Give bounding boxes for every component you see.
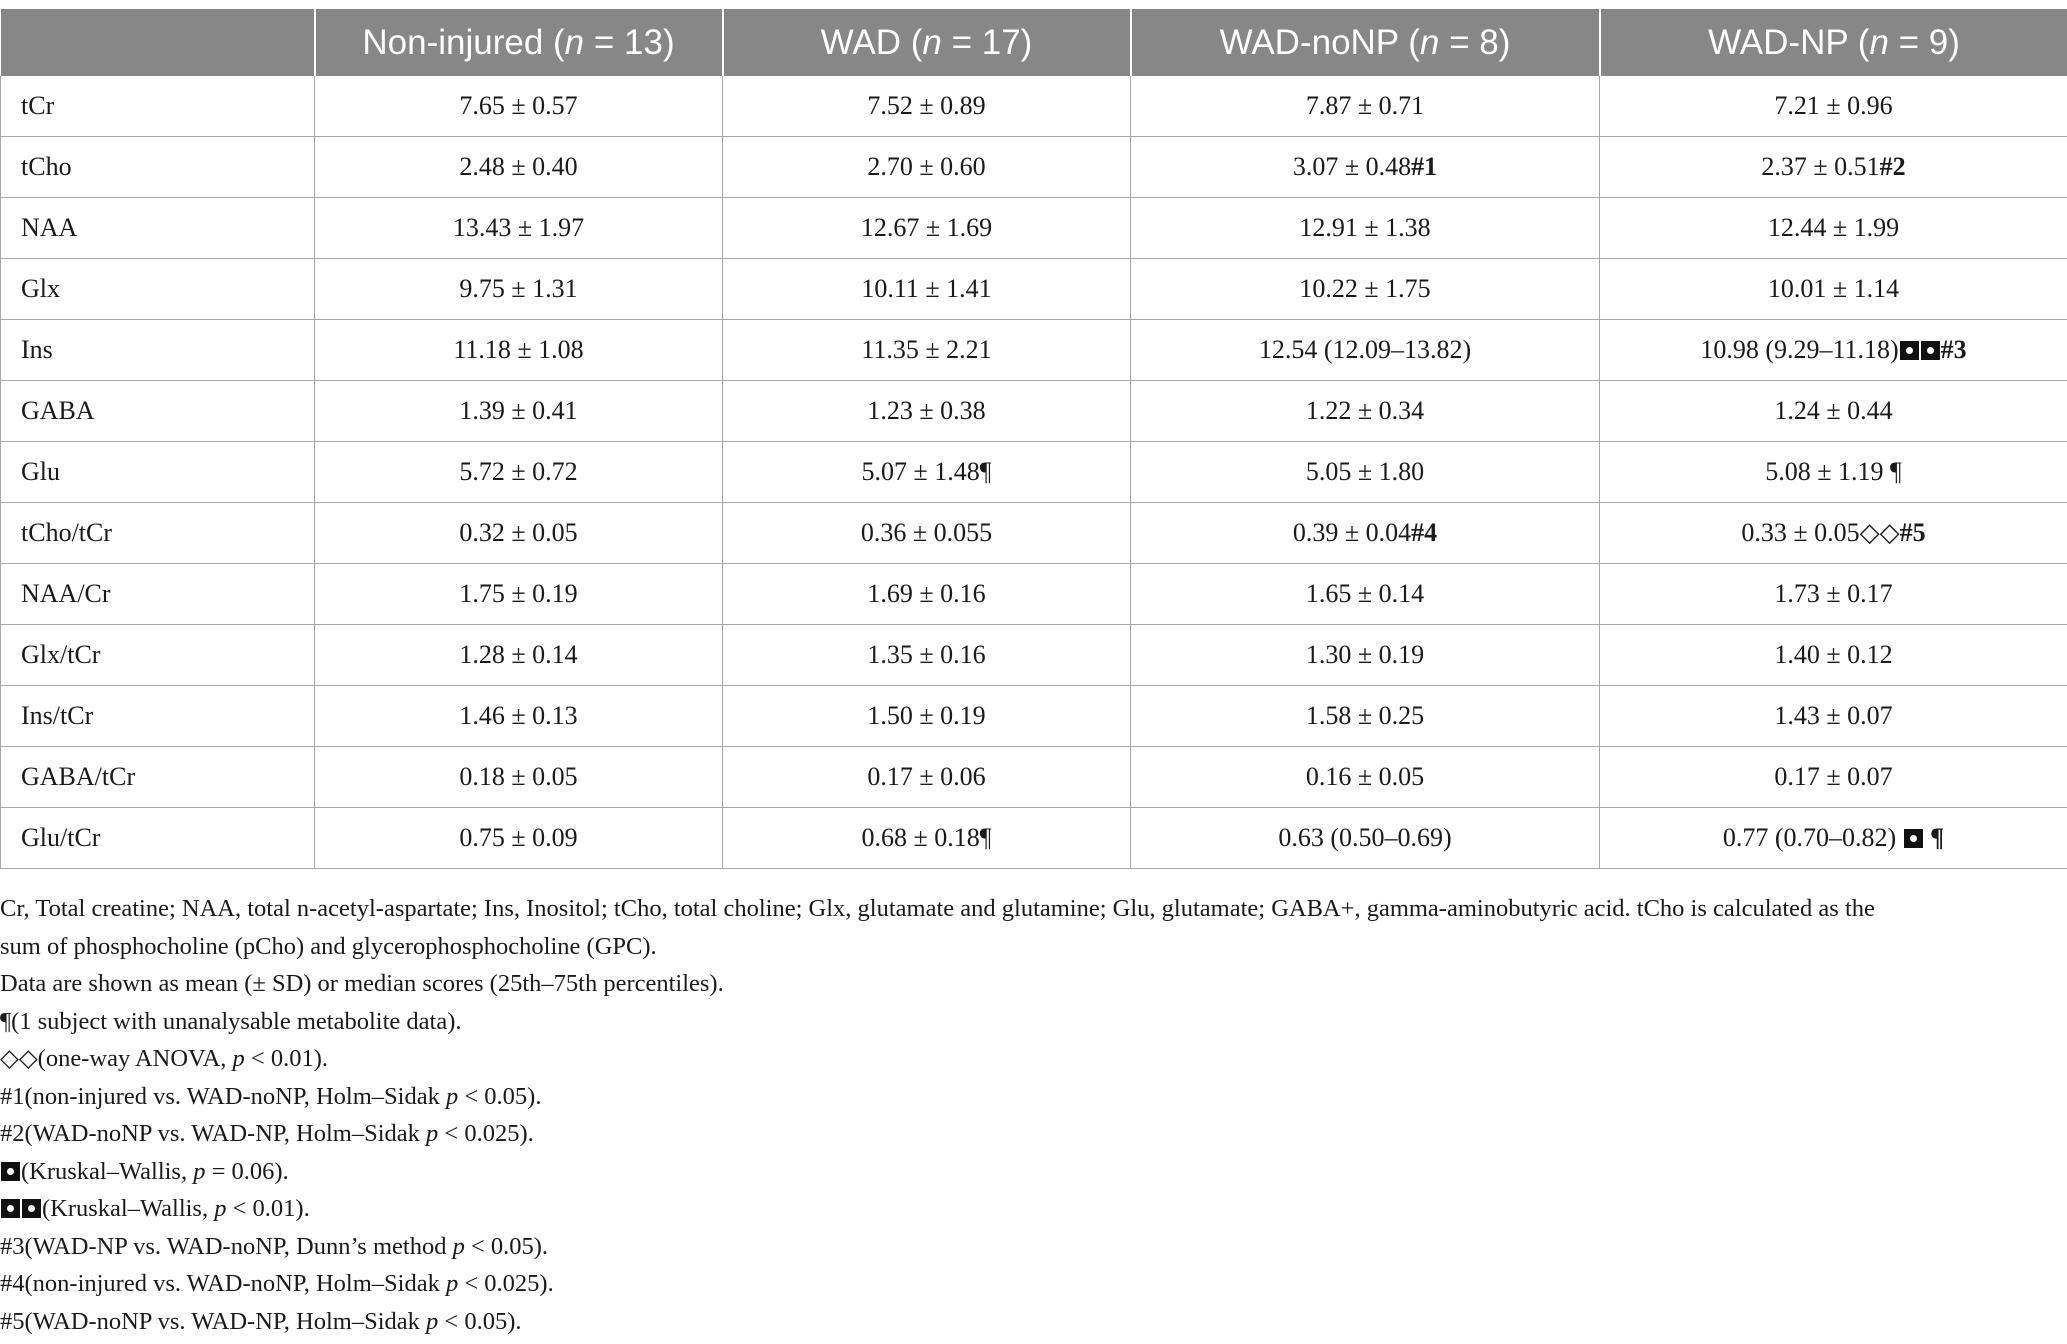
- cell-wad-np: 7.21 ± 0.96: [1600, 76, 2067, 137]
- cell-wad: 7.52 ± 0.89: [723, 76, 1131, 137]
- cell-non-injured: 0.18 ± 0.05: [315, 747, 723, 808]
- cell-non-injured: 11.18 ± 1.08: [315, 320, 723, 381]
- row-label: Ins: [1, 320, 315, 381]
- table-row: [1, 320, 2067, 381]
- significance-mark: #2: [1879, 152, 1906, 181]
- cell-wad-nonp: 7.87 ± 0.71: [1131, 76, 1600, 137]
- cell-wad-nonp: 1.58 ± 0.25: [1131, 686, 1600, 747]
- kruskal-wallis-symbol-icon: [1, 1162, 20, 1181]
- table-row: [1, 137, 2067, 198]
- row-label: NAA: [1, 198, 315, 259]
- table-row: [1, 198, 2067, 259]
- cell-wad: 0.36 ± 0.055: [723, 503, 1131, 564]
- metabolite-table: [0, 9, 2067, 869]
- row-label: tCr: [1, 76, 315, 137]
- footnote-hash5: #5(WAD-noNP vs. WAD-NP, Holm–Sidak p < 0.05).: [0, 1307, 522, 1335]
- table-row: [1, 686, 2067, 747]
- cell-wad: 5.07 ± 1.48¶: [723, 442, 1131, 503]
- cell-wad-nonp: 10.22 ± 1.75: [1131, 259, 1600, 320]
- cell-wad-nonp: 1.30 ± 0.19: [1131, 625, 1600, 686]
- table-row: [1, 503, 2067, 564]
- kruskal-wallis-symbol-icon: [1904, 829, 1923, 848]
- cell-wad: 1.69 ± 0.16: [723, 564, 1131, 625]
- table-body: [1, 76, 2067, 869]
- table-header: [1, 9, 2067, 76]
- cell-wad-nonp: 0.63 (0.50–0.69): [1131, 808, 1600, 869]
- significance-mark: ¶: [1923, 823, 1945, 852]
- cell-wad-nonp: 1.22 ± 0.34: [1131, 381, 1600, 442]
- cell-non-injured: 2.48 ± 0.40: [315, 137, 723, 198]
- header-non-injured: Non-injured (n = 13): [315, 9, 723, 76]
- cell-wad: 0.68 ± 0.18¶: [723, 808, 1131, 869]
- cell-wad-np: 1.73 ± 0.17: [1600, 564, 2067, 625]
- row-label: tCho: [1, 137, 315, 198]
- table-row: [1, 564, 2067, 625]
- cell-wad-np: 0.17 ± 0.07: [1600, 747, 2067, 808]
- cell-non-injured: 9.75 ± 1.31: [315, 259, 723, 320]
- cell-wad: 1.35 ± 0.16: [723, 625, 1131, 686]
- footnote-abbreviations: Cr, Total creatine; NAA, total n-acetyl-aspartate; Ins, Inositol; tCho, total choline; Glx, glutamate and glutamine; Glu, glutamate; GABA+, gamma-aminobutyric acid. tCho is calculated as the: [0, 895, 1875, 922]
- row-label: tCho/tCr: [1, 503, 315, 564]
- cell-non-injured: 7.65 ± 0.57: [315, 76, 723, 137]
- cell-wad: 10.11 ± 1.41: [723, 259, 1131, 320]
- cell-non-injured: 5.72 ± 0.72: [315, 442, 723, 503]
- cell-wad-np: 0.77 (0.70–0.82) ¶: [1600, 808, 2067, 869]
- cell-wad-np: 2.37 ± 0.51#2: [1600, 137, 2067, 198]
- header-empty: [1, 9, 315, 76]
- row-label: GABA/tCr: [1, 747, 315, 808]
- cell-wad: 1.50 ± 0.19: [723, 686, 1131, 747]
- header-wad-nonp: WAD-noNP (n = 8): [1131, 9, 1600, 76]
- cell-wad: 12.67 ± 1.69: [723, 198, 1131, 259]
- cell-wad-np: 0.33 ± 0.05◇◇#5: [1600, 503, 2067, 564]
- cell-wad-np: 1.43 ± 0.07: [1600, 686, 2067, 747]
- cell-wad-np: 1.40 ± 0.12: [1600, 625, 2067, 686]
- cell-wad-nonp: 3.07 ± 0.48#1: [1131, 137, 1600, 198]
- kruskal-wallis-symbol-icon: [1921, 341, 1940, 360]
- kruskal-wallis-symbol-icon: [1, 1199, 20, 1218]
- cell-non-injured: 1.46 ± 0.13: [315, 686, 723, 747]
- footnote-box2: (Kruskal–Wallis, p < 0.01).: [0, 1190, 2060, 1228]
- cell-wad-np: 10.98 (9.29–11.18) #3: [1600, 320, 2067, 381]
- footnote-hash1: #1(non-injured vs. WAD-noNP, Holm–Sidak p < 0.05).: [0, 1082, 542, 1110]
- row-label: GABA: [1, 381, 315, 442]
- footnote-box1: (Kruskal–Wallis, p = 0.06).: [0, 1153, 2060, 1191]
- cell-wad: 11.35 ± 2.21: [723, 320, 1131, 381]
- row-label: Glx: [1, 259, 315, 320]
- significance-mark: #3: [1940, 335, 1967, 364]
- row-label: Glx/tCr: [1, 625, 315, 686]
- cell-wad-nonp: 1.65 ± 0.14: [1131, 564, 1600, 625]
- table-row: [1, 808, 2067, 869]
- cell-non-injured: 0.32 ± 0.05: [315, 503, 723, 564]
- footnote-hash4: #4(non-injured vs. WAD-noNP, Holm–Sidak p < 0.025).: [0, 1270, 554, 1297]
- cell-wad-np: 12.44 ± 1.99: [1600, 198, 2067, 259]
- row-label: Ins/tCr: [1, 686, 315, 747]
- footnote-abbreviations-cont: sum of phosphocholine (pCho) and glycerophosphocholine (GPC).: [0, 932, 657, 960]
- footnote-diamonds: ◇◇(one-way ANOVA, p < 0.01).: [0, 1045, 329, 1072]
- cell-wad-nonp: 12.54 (12.09–13.82): [1131, 320, 1600, 381]
- cell-non-injured: 1.39 ± 0.41: [315, 381, 723, 442]
- table-row: [1, 747, 2067, 808]
- cell-wad-nonp: 5.05 ± 1.80: [1131, 442, 1600, 503]
- cell-wad: 2.70 ± 0.60: [723, 137, 1131, 198]
- cell-non-injured: 13.43 ± 1.97: [315, 198, 723, 259]
- metabolite-table-container: [0, 9, 2067, 869]
- cell-non-injured: 0.75 ± 0.09: [315, 808, 723, 869]
- cell-wad-nonp: 0.39 ± 0.04#4: [1131, 503, 1600, 564]
- cell-wad: 1.23 ± 0.38: [723, 381, 1131, 442]
- table-row: [1, 442, 2067, 503]
- row-label: NAA/Cr: [1, 564, 315, 625]
- significance-mark: #4: [1411, 518, 1438, 547]
- cell-wad-np: 5.08 ± 1.19 ¶: [1600, 442, 2067, 503]
- header-wad-np: WAD-NP (n = 9): [1600, 9, 2067, 76]
- table-row: [1, 76, 2067, 137]
- cell-wad-np: 1.24 ± 0.44: [1600, 381, 2067, 442]
- kruskal-wallis-symbol-icon: [22, 1199, 41, 1218]
- footnote-pilcrow: ¶(1 subject with unanalysable metabolite data).: [0, 1007, 462, 1035]
- cell-wad: 0.17 ± 0.06: [723, 747, 1131, 808]
- table-row: [1, 625, 2067, 686]
- table-row: [1, 381, 2067, 442]
- table-footnotes: [0, 890, 2060, 1340]
- cell-non-injured: 1.28 ± 0.14: [315, 625, 723, 686]
- footnote-hash2: #2(WAD-noNP vs. WAD-NP, Holm–Sidak p < 0.025).: [0, 1120, 534, 1147]
- row-label: Glu/tCr: [1, 808, 315, 869]
- cell-wad-nonp: 0.16 ± 0.05: [1131, 747, 1600, 808]
- footnote-data-note: Data are shown as mean (± SD) or median scores (25th–75th percentiles).: [0, 970, 724, 997]
- footnote-hash3: #3(WAD-NP vs. WAD-noNP, Dunn’s method p < 0.05).: [0, 1232, 549, 1260]
- cell-wad-np: 10.01 ± 1.14: [1600, 259, 2067, 320]
- cell-non-injured: 1.75 ± 0.19: [315, 564, 723, 625]
- header-wad: WAD (n = 17): [723, 9, 1131, 76]
- cell-wad-nonp: 12.91 ± 1.38: [1131, 198, 1600, 259]
- row-label: Glu: [1, 442, 315, 503]
- table-row: [1, 259, 2067, 320]
- kruskal-wallis-symbol-icon: [1900, 341, 1919, 360]
- significance-mark: #1: [1411, 152, 1438, 181]
- significance-mark: #5: [1899, 518, 1926, 547]
